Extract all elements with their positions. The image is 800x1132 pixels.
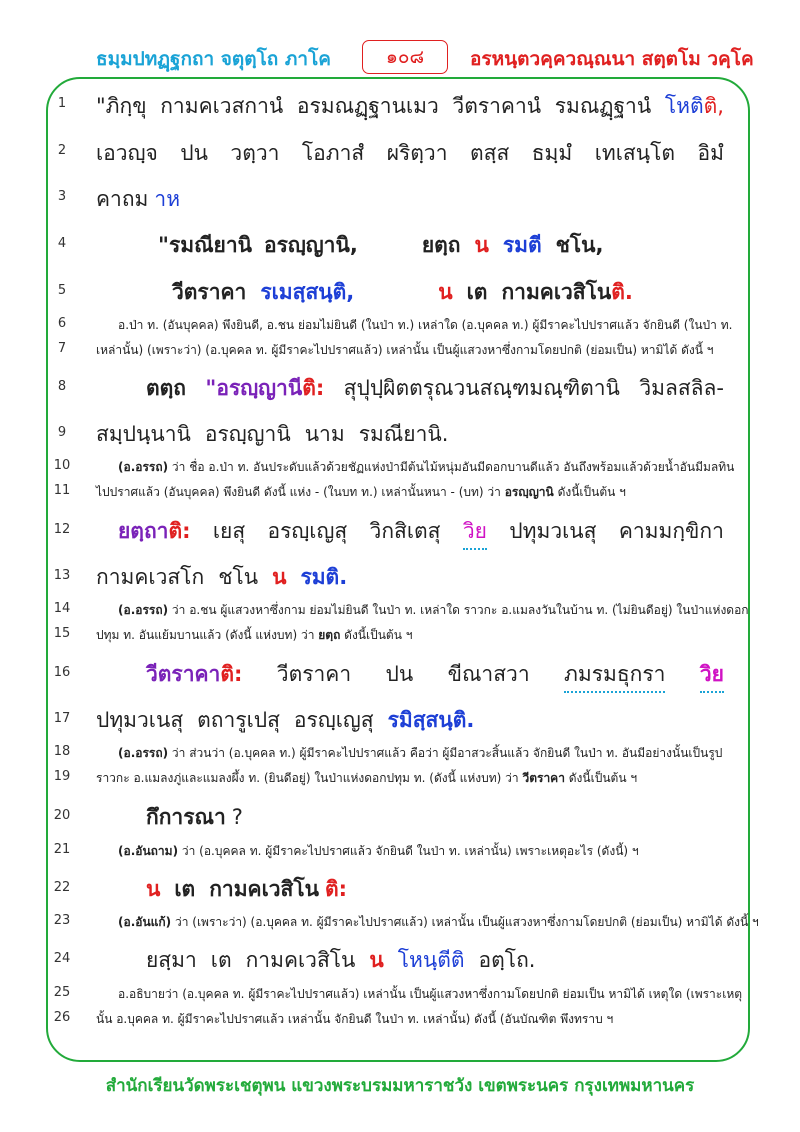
pali-word: อรญฺเญสุ: [293, 708, 374, 732]
pali-word-underlined: ภมรมธุกรา: [564, 658, 665, 693]
line-number: 5: [57, 283, 67, 298]
translation-text: ดังนี้เป็นต้น ฯ: [564, 771, 638, 785]
pali-particle-red: ติ:: [168, 519, 191, 543]
pali-word: วีตราคา: [276, 662, 352, 686]
footer-institution: สำนักเรียนวัดพระเชตุพน แขวงพระบรมมหาราชวัง เขตพระนคร กรุงเทพมหานคร: [105, 1076, 695, 1096]
line-number: 19: [53, 769, 71, 784]
commentary-label: (อ.อันถาม): [118, 844, 179, 858]
pali-word: อตฺโถ.: [478, 948, 536, 972]
pali-word: สุปุปฺผิตตรุณวนสณฺฑมณฺฑิตานิ: [343, 376, 620, 400]
translation-text: ว่า อ.ชน ผู้แสวงหาซึ่งกาม ย่อมไม่ยินดี ในป่า ท. เหล่าใด ราวกะ อ.แมลงวันในบ้าน ท. (ไม่ยินดีอยู่) ในป่าแห่งดอก: [168, 603, 749, 617]
commentary-label: (อ.อันแก้): [118, 915, 172, 929]
translation-line-6: อ.ป่า ท. (อันบุคคล) พึงยินดี, อ.ชน ย่อมไม่ยินดี (ในป่า ท.) เหล่าใด (อ.บุคคล ท.) ผู้มีราคะไปปราศแล้ว จักยินดี (ในป่า ท.: [118, 318, 733, 332]
pali-word: เอวญฺจ: [96, 141, 158, 165]
pali-word: โอภาสํ: [301, 141, 365, 165]
gatha-word-red: น: [474, 233, 489, 257]
line-number: 17: [53, 711, 71, 726]
pali-word-red: น: [369, 948, 384, 972]
line-number: 9: [57, 425, 67, 440]
line-number: 14: [53, 601, 71, 616]
header-chapter-title: อรหนฺตวคฺควณฺณนา สตฺตโม วคฺโค: [470, 48, 754, 70]
line-number: 12: [53, 522, 71, 537]
commentary-label: (อ.อรรถ): [118, 746, 169, 760]
pali-word: รมณฏฺฐานํ: [554, 94, 652, 118]
pali-word-simile: วิย: [463, 515, 487, 550]
pali-particle-red: ติ.: [611, 280, 633, 304]
gatha-word: เต: [466, 280, 488, 304]
pali-word: ตตฺถ: [146, 376, 186, 400]
pali-word: อรมณฏฺฐานเมว: [296, 94, 439, 118]
pali-word: รมณียานิ.: [358, 422, 449, 446]
gatha-word-blue: รเมสฺสนฺติ,: [260, 280, 355, 304]
line-number: 15: [53, 626, 71, 641]
pali-term-purple: "อรญฺญานี: [205, 376, 303, 400]
pali-question-word: กึการณา: [146, 805, 226, 829]
line-number: 21: [53, 842, 71, 857]
commentary-label: (อ.อรรถ): [118, 460, 169, 474]
translation-line-18: [118, 744, 758, 763]
pali-particle-red: ติ:: [302, 376, 325, 400]
pali-particle-red: ติ:: [325, 877, 348, 901]
line-number: 13: [53, 568, 71, 583]
pali-line-20: [146, 801, 774, 834]
pali-word: ขีณาสวา: [447, 662, 530, 686]
pali-word: กามคเวสกานํ: [160, 94, 284, 118]
pali-word-blue: โหนฺตีติ: [397, 948, 465, 972]
line-number: 26: [53, 1010, 71, 1025]
translation-text: ว่า ชื่อ อ.ป่า ท. อันประดับแล้วด้วยชัฏแห่งป่ามีต้นไม้หนุ่มอันมีดอกบานดีแล้ว อันถึงพร้อมแล้วด้วยน้ำอันมีมลทิน: [168, 460, 735, 474]
pali-word: วิกสิเตสุ: [369, 519, 441, 543]
pali-word: "ภิกฺขุ: [96, 94, 147, 118]
line-number: 4: [57, 236, 67, 251]
term-bold: ยตฺถ: [318, 628, 341, 642]
line-number: 8: [57, 379, 67, 394]
gatha-word: "รมณียานิ: [158, 233, 252, 257]
question-mark: ?: [231, 805, 243, 829]
pali-word: ธมฺมํ: [531, 141, 573, 165]
line-number: 10: [53, 458, 71, 473]
gatha-word: วีตราคา: [172, 280, 247, 304]
gatha-line-1: [158, 229, 638, 262]
header-book-title: ธมฺมปทฏฺฐกถา จตุตฺโถ ภาโค: [96, 48, 332, 70]
translation-text: ดังนี้เป็นต้น ฯ: [340, 628, 413, 642]
pali-word-simile: วิย: [700, 658, 724, 693]
pali-line-8: [146, 372, 724, 405]
commentary-label: (อ.อรรถ): [118, 603, 169, 617]
translation-line-21: [118, 842, 758, 861]
gatha-word: ยตฺถ: [421, 233, 461, 257]
line-number: 11: [53, 483, 71, 498]
pali-word: เทเสนฺโต: [594, 141, 676, 165]
translation-line-14: [118, 601, 758, 620]
line-number: 20: [53, 808, 71, 823]
pali-word-highlight: [665, 90, 724, 123]
line-number: 2: [57, 143, 67, 158]
line-number: 22: [53, 880, 71, 895]
translation-text: ว่า ส่วนว่า (อ.บุคคล ท.) ผู้มีราคะไปปราศแล้ว คือว่า ผู้มีอาสวะสิ้นแล้ว จักยินดี ในป่า ท. อันมีอย่างนั้นเป็นรูป: [168, 746, 723, 760]
pali-word: อรญฺเญสุ: [267, 519, 348, 543]
line-number: 24: [53, 951, 71, 966]
line-number: 6: [57, 316, 67, 331]
line-number: 18: [53, 744, 71, 759]
translation-line-19: [96, 769, 736, 788]
page-number: ๑๐๘: [362, 40, 448, 74]
pali-word: กามคเวสิโน: [245, 948, 356, 972]
pali-line-24: [146, 944, 774, 977]
translation-line-11: [96, 483, 736, 502]
pali-word: วตฺวา: [230, 141, 280, 165]
translation-text: ปทุม ท. อันแย้มบานแล้ว (ดังนี้ แห่งบท) ว่า: [96, 628, 319, 642]
line-number: 1: [57, 96, 67, 111]
translation-line-7: เหล่านั้น) (เพราะว่า) (อ.บุคคล ท. ผู้มีราคะไปปราศแล้ว) เหล่านั้น เป็นผู้แสวงหาซึ่งกามโดยปกติ (ย่อมเป็น) หามิได้ ดังนี้ ฯ: [96, 343, 714, 357]
pali-line-22: [146, 873, 774, 906]
line-number: 25: [53, 985, 71, 1000]
pali-word: เต: [174, 877, 196, 901]
translation-text: ว่า (เพราะว่า) (อ.บุคคล ท. ผู้มีราคะไปปราศแล้ว) เหล่านั้น เป็นผู้แสวงหาซึ่งกามโดยปกติ (ย่อมเป็น) หามิได้ ดังนี้ ฯ: [171, 915, 759, 929]
pali-line-3: [96, 183, 724, 216]
pali-line-17: [96, 704, 724, 737]
pali-word: ปน: [385, 662, 414, 686]
pali-word: อิมํ: [697, 141, 724, 165]
translation-text: ราวกะ อ.แมลงภู่และแมลงผึ้ง ท. (ยินดีอยู่) ในป่าแห่งดอกปทุม ท. (ดังนี้ แห่งบท) ว่า: [96, 771, 523, 785]
pali-word: สมฺปนฺนานิ: [96, 422, 191, 446]
pali-word: เต: [210, 948, 232, 972]
gatha-line-2: [172, 276, 642, 309]
translation-line-25: อ.อธิบายว่า (อ.บุคคล ท. ผู้มีราคะไปปราศแล้ว) เหล่านั้น เป็นผู้แสวงหาซึ่งกามโดยปกติ ย่อมเป็น หามิได้ เหตุใด (เพราะเหตุ: [118, 987, 743, 1001]
translation-text: ดังนี้เป็นต้น ฯ: [553, 485, 626, 499]
pali-line-13: [96, 561, 724, 594]
pali-word: ผริตฺวา: [386, 141, 448, 165]
pali-term-purple: ยตฺถา: [118, 519, 169, 543]
pali-word: คาถม: [96, 187, 149, 211]
line-number: 23: [53, 913, 71, 928]
pali-word-blue: รมติ.: [300, 565, 348, 589]
pali-word: เยสุ: [212, 519, 246, 543]
gatha-word-blue: รมตี: [502, 233, 542, 257]
pali-word-red: น: [146, 877, 161, 901]
pali-word: ปทุมวเนสุ: [96, 708, 184, 732]
pali-line-1: [96, 90, 724, 123]
pali-word: ชโน: [218, 565, 259, 589]
pali-word: วีตราคานํ: [452, 94, 542, 118]
pali-word: วิมลสลิล-: [639, 376, 724, 400]
pali-particle-red: ติ,: [703, 94, 724, 118]
gatha-word: กามคเวสิโน: [501, 280, 612, 304]
pali-word-red: น: [272, 565, 287, 589]
translation-text: ว่า (อ.บุคคล ท. ผู้มีราคะไปปราศแล้ว จักยินดี ในป่า ท. เหล่านั้น) เพราะเหตุอะไร (ดังนี้) ฯ: [178, 844, 639, 858]
pali-word: ตถารูเปสุ: [197, 708, 280, 732]
term-bold: อรญฺญานิ: [504, 485, 554, 499]
pali-line-12: [118, 515, 724, 550]
pali-word: ยสฺมา: [146, 948, 197, 972]
pali-word: ปน: [180, 141, 208, 165]
pali-word: กามคเวสโก: [96, 565, 205, 589]
pali-line-16: [146, 658, 724, 693]
line-number: 16: [53, 665, 71, 680]
pali-word: อรญฺญานิ: [204, 422, 291, 446]
translation-line-26: นั้น อ.บุคคล ท. ผู้มีราคะไปปราศแล้ว เหล่านั้น จักยินดี ในป่า ท. เหล่านั้น) ดังนี้ (อันบัณฑิต พึงทราบ ฯ: [96, 1012, 614, 1026]
pali-word: นาม: [304, 422, 345, 446]
pali-line-9: [96, 418, 724, 451]
translation-line-10: [118, 458, 758, 477]
pali-word-blue: รมิสฺสนฺติ.: [387, 708, 475, 732]
pali-word: คามมกฺขิกา: [618, 519, 724, 543]
gatha-word-red: น: [438, 280, 453, 304]
translation-line-15: [96, 626, 736, 645]
term-bold: วีตราคา: [522, 771, 565, 785]
pali-word-blue: าห: [154, 187, 181, 211]
gatha-word: อรญฺญานิ,: [264, 233, 358, 257]
pali-word-blue: โหติ: [664, 94, 704, 118]
gatha-word: ชโน,: [555, 233, 604, 257]
pali-word: กามคเวสิโน: [209, 877, 320, 901]
pali-word: ตสฺส: [469, 141, 510, 165]
line-number: 7: [57, 341, 67, 356]
translation-text: ไปปราศแล้ว (อันบุคคล) พึงยินดี ดังนี้ แห่ง - (ในบท ท.) เหล่านั้นหนา - (บท) ว่า: [96, 485, 505, 499]
pali-term-purple: วีตราคา: [146, 662, 221, 686]
pali-particle-red: ติ:: [220, 662, 243, 686]
translation-line-23: [118, 913, 758, 932]
pali-line-2: [96, 137, 724, 170]
pali-word: ปทุมวเนสุ: [509, 519, 597, 543]
line-number: 3: [57, 189, 67, 204]
